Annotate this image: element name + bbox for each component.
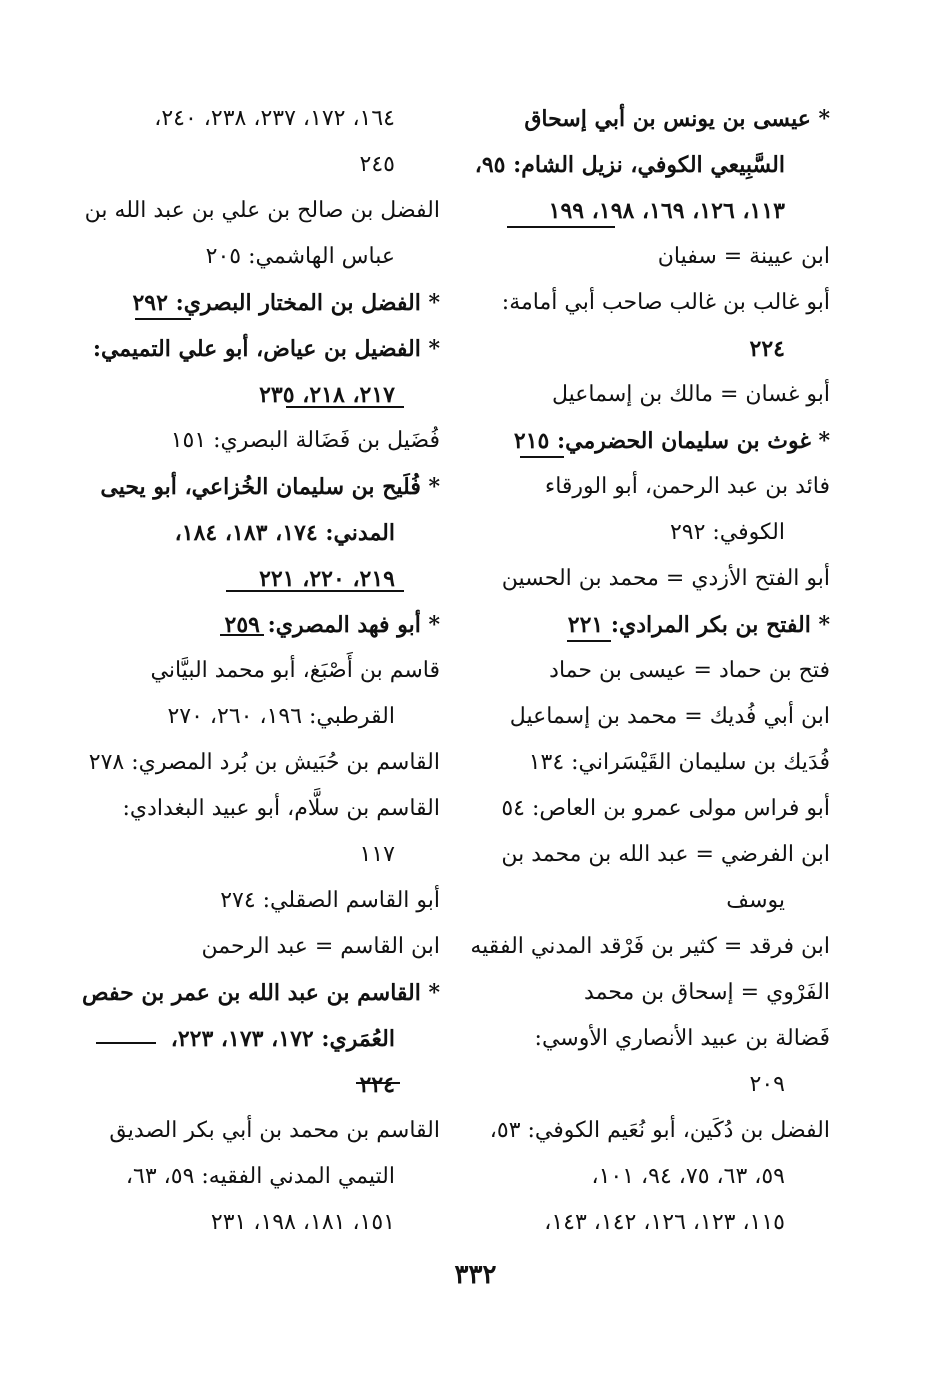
page-number: ٣٣٢	[454, 1260, 497, 1290]
index-entry-line: ١٦٤، ١٧٢، ٢٣٧، ٢٣٨، ٢٤٠،	[154, 106, 395, 131]
index-entry-line: أبو غالب بن غالب صاحب أبي أمامة:	[501, 290, 830, 315]
index-entry-line: * فُلَيح بن سليمان الخُزاعي، أبو يحيى	[100, 474, 440, 500]
index-entry-line: ٢٠٩	[749, 1072, 785, 1097]
index-entry-line: ابن عيينة = سفيان	[657, 244, 830, 269]
index-column-right	[470, 96, 830, 1246]
index-entry-line: أبو غسان = مالك بن إسماعيل	[552, 382, 830, 407]
index-entry-line: ١١٧	[359, 842, 395, 867]
index-entry-line: * الفتح بن بكر المرادي: ٢٢١	[567, 612, 830, 638]
index-entry-line: * عيسى بن يونس بن أبي إسحاق	[524, 106, 830, 132]
underline-mark	[520, 456, 564, 458]
index-entry-line: ٢٢٤	[359, 1072, 395, 1098]
index-entry-line: فُضَيل بن فَضَالة البصري: ١٥١	[170, 428, 440, 453]
index-entry-line: أبو الفتح الأزدي = محمد بن الحسين	[501, 566, 830, 591]
index-entry-line: * غوث بن سليمان الحضرمي: ٢١٥	[513, 428, 830, 454]
underline-mark	[567, 640, 611, 642]
index-entry-line: عباس الهاشمي: ٢٠٥	[205, 244, 395, 269]
index-entry-line: المدني: ١٧٤، ١٨٣، ١٨٤،	[174, 520, 395, 546]
index-entry-line: ١١٣، ١٢٦، ١٦٩، ١٩٨، ١٩٩	[548, 198, 785, 224]
index-entry-line: القاسم بن سلَّام، أبو عبيد البغدادي:	[122, 796, 440, 821]
index-entry-line: القرطبي: ١٩٦، ٢٦٠، ٢٧٠	[167, 704, 395, 729]
index-entry-line: ابن فرقد = كثير بن فَرْقد المدني الفقيه	[470, 934, 830, 959]
index-entry-line: ابن أبي فُديك = محمد بن إسماعيل	[509, 704, 830, 729]
index-entry-line: الفَرْوي = إسحاق بن محمد	[584, 980, 830, 1005]
index-entry-line: ١٥١، ١٨١، ١٩٨، ٢٣١	[210, 1210, 395, 1235]
index-entry-line: العُمَري: ١٧٢، ١٧٣، ٢٢٣،	[170, 1026, 395, 1052]
index-entry-line: ٢٢٤	[749, 336, 785, 362]
index-entry-line: الكوفي: ٢٩٢	[669, 520, 785, 545]
index-entry-line: الفضل بن صالح بن علي بن عبد الله بن	[84, 198, 440, 223]
index-entry-line: فُدَيك بن سليمان القَيْسَراني: ١٣٤	[528, 750, 830, 775]
underline-mark	[96, 1042, 156, 1044]
index-entry-line: * الفضل بن المختار البصري: ٢٩٢	[132, 290, 440, 316]
index-entry-line: التيمي المدني الفقيه: ٥٩، ٦٣،	[125, 1164, 395, 1189]
underline-mark	[135, 318, 191, 320]
index-entry-line: * أبو فهد المصري: ٢٥٩	[224, 612, 440, 638]
underline-mark	[507, 226, 615, 228]
underline-mark	[220, 634, 264, 636]
index-entry-line: ١١٥، ١٢٣، ١٢٦، ١٤٢، ١٤٣،	[544, 1210, 785, 1235]
index-entry-line: * القاسم بن عبد الله بن عمر بن حفص	[82, 980, 440, 1006]
index-entry-line: أبو فراس مولى عمرو بن العاص: ٥٤	[501, 796, 830, 821]
index-entry-line: قاسم بن أَصْبَغ، أبو محمد البيَّاني	[150, 658, 440, 683]
index-entry-line: السَّبِيعي الكوفي، نزيل الشام: ٩٥،	[474, 152, 785, 178]
underline-mark	[356, 1082, 400, 1084]
index-entry-line: فَضالة بن عبيد الأنصاري الأوسي:	[534, 1026, 830, 1051]
index-entry-line: القاسم بن محمد بن أبي بكر الصديق	[109, 1118, 440, 1143]
index-column-left	[82, 96, 440, 1246]
index-entry-line: ٥٩، ٦٣، ٧٥، ٩٤، ١٠١،	[591, 1164, 785, 1189]
index-entry-line: ٢٤٥	[359, 152, 395, 177]
index-entry-line: الفضل بن دُكَين، أبو نُعَيم الكوفي: ٥٣،	[489, 1118, 830, 1143]
index-entry-line: * الفضيل بن عياض، أبو علي التميمي:	[92, 336, 440, 362]
index-entry-line: فائد بن عبد الرحمن، أبو الورقاء	[544, 474, 830, 499]
underline-mark	[226, 590, 404, 592]
index-entry-line: يوسف	[726, 888, 785, 913]
index-entry-line: فتح بن حماد = عيسى بن حماد	[549, 658, 830, 683]
index-entry-line: ابن القاسم = عبد الرحمن	[201, 934, 440, 959]
underline-mark	[286, 406, 404, 408]
index-entry-line: ٢١٩، ٢٢٠، ٢٢١	[259, 566, 395, 592]
index-entry-line: ابن الفرضي = عبد الله بن محمد بن	[501, 842, 830, 867]
index-entry-line: أبو القاسم الصقلي: ٢٧٤	[220, 888, 440, 913]
index-entry-line: القاسم بن حُبَيش بن بُرد المصري: ٢٧٨	[88, 750, 440, 775]
index-entry-line: ٢١٧، ٢١٨، ٢٣٥	[259, 382, 395, 408]
